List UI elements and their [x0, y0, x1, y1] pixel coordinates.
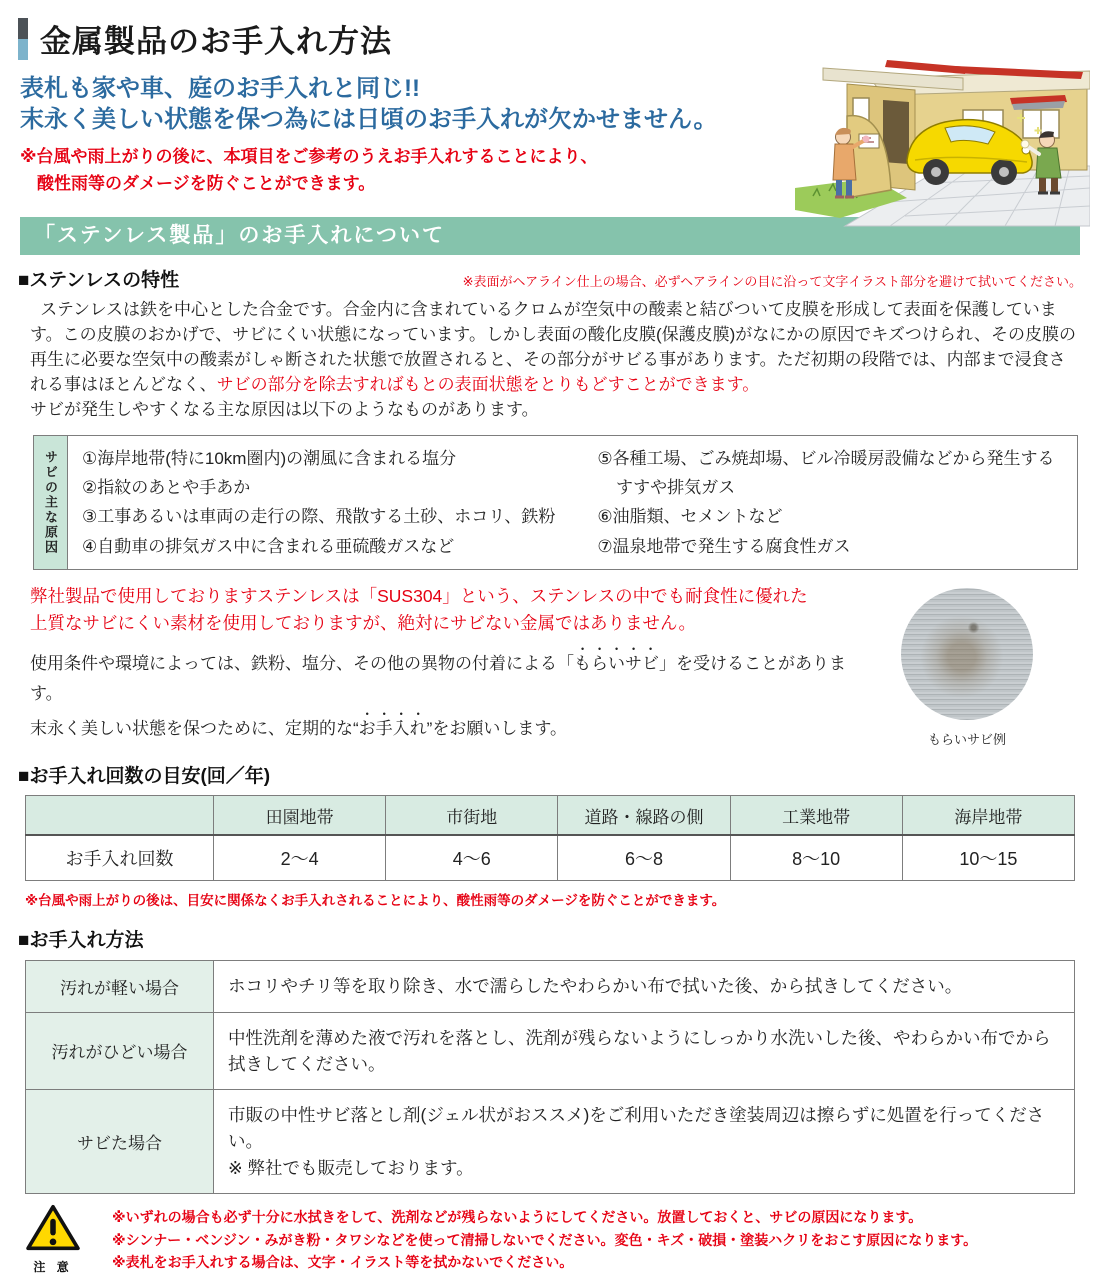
sus304-line-1: 弊社製品で使用しておりますステンレスは「SUS304」という、ステンレスの中でも耐食性に優れた	[30, 585, 808, 606]
cause-item-2: ②指紋のあとや手あか	[82, 478, 251, 498]
method-text-light-dirt: ホコリやチリ等を取り除き、水で濡らしたやわらかい布で拭いた後、から拭きしてください。	[214, 961, 1075, 1012]
typhoon-note-line-1: ※台風や雨上がりの後に、本項目をご参考のうえお手入れすることにより、	[20, 147, 598, 167]
frequency-row-label: お手入れ回数	[26, 835, 214, 881]
rust-causes-box	[33, 435, 1078, 570]
characteristics-red-text: サビの部分を除去すればもとの表面状態をとりもどすことができます。	[216, 375, 760, 395]
sus304-paragraph	[30, 583, 850, 636]
rust-sample-figure	[900, 588, 1034, 748]
stainless-section-banner: 「ステンレス製品」のお手入れについて	[20, 217, 1080, 255]
methods-heading: ■お手入れ方法	[18, 930, 144, 952]
cause-item-7: ⑦温泉地帯で発生する腐食性ガス	[597, 536, 851, 556]
method-text-rusted-cell	[214, 1090, 1075, 1194]
frequency-value-rural: 2〜4	[214, 835, 386, 881]
rust-sample-caption: もらいサビ例	[927, 732, 1006, 747]
usage-line2-emphasis: お手入れ	[358, 718, 427, 738]
rust-causes-side-label: サビの主な原因	[34, 436, 68, 569]
frequency-heading: ■お手入れ回数の目安(回／年)	[18, 766, 271, 788]
method-text-rusted: 市販の中性サビ落とし剤(ジェル状がおススメ)をご利用いただき塗装周辺は擦らずに処置を行ってください。	[228, 1105, 1045, 1152]
caution-line-3: ※表札をお手入れする場合は、文字・イラスト等を拭かないでください。	[112, 1254, 574, 1271]
methods-table	[25, 960, 1075, 1194]
cause-item-5: ⑤各種工場、ごみ焼却場、ビル冷暖房設備などから発生する	[597, 448, 1055, 468]
frequency-header-row	[26, 796, 1075, 836]
usage-paragraph	[30, 644, 850, 743]
caution-section	[18, 1204, 1100, 1275]
method-row-heavy-dirt	[26, 1012, 1075, 1090]
method-row-light-dirt	[26, 961, 1075, 1012]
method-row-rusted	[26, 1090, 1075, 1194]
frequency-col-roadside: 道路・線路の側	[558, 796, 730, 836]
characteristics-head-row	[18, 265, 1082, 292]
rust-causes-columns	[68, 436, 1077, 569]
frequency-col-rural: 田園地帯	[214, 796, 386, 836]
rust-causes-right-column	[597, 444, 1073, 561]
frequency-value-roadside: 6〜8	[558, 835, 730, 881]
characteristics-paragraph	[30, 298, 1078, 423]
frequency-value-urban: 4〜6	[386, 835, 558, 881]
cause-item-4: ④自動車の排気ガス中に含まれる亜硫酸ガスなど	[82, 536, 455, 556]
characteristics-heading: ■ステンレスの特性	[18, 270, 180, 292]
frequency-header-empty	[26, 796, 214, 836]
usage-line2-pre: 末永く美しい状態を保つために、定期的な“	[30, 718, 359, 738]
cause-item-5-cont: すすや排気ガス	[616, 478, 736, 498]
characteristics-text: ステンレスは鉄を中心とした合金です。合金内に含まれているクロムが空気中の酸素と結びついて皮膜を形成して表面を保護しています。この皮膜のおかげで、サビにくい状態になっています。しかし表面の酸化皮膜(保護皮膜)がなにかの原因でキズつけられ、その皮膜の再生に必要な空気中の酸素がしゃ断された状態で放置されると、その部分がサビる事があります。ただ初期の段階では、内部まで浸食される事はほとんどなく、	[30, 300, 1076, 395]
frequency-value-industrial: 8〜10	[730, 835, 902, 881]
method-label-rusted: サビた場合	[26, 1090, 214, 1194]
usage-line1-pre: 使用条件や環境によっては、鉄粉、塩分、その他の異物の付着による「	[30, 654, 574, 674]
method-label-light-dirt: 汚れが軽い場合	[26, 961, 214, 1012]
frequency-col-industrial: 工業地帯	[730, 796, 902, 836]
title-accent-bar	[18, 18, 28, 60]
cause-item-1: ①海岸地帯(特に10km圏内)の潮風に含まれる塩分	[82, 448, 457, 468]
care-guide-page	[0, 16, 1100, 1274]
method-text-rusted-note: ※ 弊社でも販売しております。	[228, 1157, 474, 1178]
usage-line1-emphasis: もらいサビ	[574, 654, 659, 674]
method-label-heavy-dirt: 汚れがひどい場合	[26, 1012, 214, 1090]
caution-line-2: ※シンナー・ベンジン・みがき粉・タワシなどを使って清掃しないでください。変色・キズ・破損・塗装ハクリをおこす原因になります。	[112, 1231, 978, 1248]
hairline-note: ※表面がヘアライン仕上の場合、必ずヘアラインの目に沿って文字イラスト部分を避けて拭いてください。	[462, 274, 1082, 290]
cause-item-6: ⑥油脂類、セメントなど	[597, 507, 783, 527]
frequency-col-urban: 市街地	[386, 796, 558, 836]
sus304-line-2: 上質なサビにくい素材を使用しておりますが、絶対にサビない金属ではありません。	[30, 612, 697, 633]
cause-item-3: ③工事あるいは車両の走行の際、飛散する土砂、ホコリ、鉄粉	[82, 507, 556, 527]
frequency-note: ※台風や雨上がりの後は、目安に関係なくお手入れされることにより、酸性雨等のダメージを防ぐことができます。	[25, 893, 726, 909]
method-text-heavy-dirt: 中性洗剤を薄めた液で汚れを落とし、洗剤が残らないようにしっかり水洗いした後、やわらかい布でから拭きしてください。	[214, 1012, 1075, 1090]
caution-icon-label: 注 意	[33, 1259, 73, 1274]
frequency-col-coastal: 海岸地帯	[902, 796, 1074, 836]
characteristics-last-line: サビが発生しやすくなる主な原因は以下のようなものがあります。	[30, 400, 539, 419]
usage-line1-post: 」を受けることがあります。	[30, 654, 846, 703]
subtitle-line-2: 末永く美しい状態を保つ為には日頃のお手入れが欠かせません。	[20, 106, 718, 134]
usage-line2-post: ”をお願いします。	[426, 718, 567, 738]
typhoon-note-line-2: 酸性雨等のダメージを防ぐことができます。	[37, 173, 376, 193]
house-cleaning-illustration	[795, 38, 1090, 228]
subtitle-line-1: 表札も家や車、庭のお手入れと同じ!!	[20, 75, 420, 102]
caution-line-1: ※いずれの場合も必ず十分に水拭きをして、洗剤などが残らないようにしてください。放置しておくと、サビの原因になります。	[112, 1208, 923, 1225]
frequency-value-coastal: 10〜15	[902, 835, 1074, 881]
rust-sample-photo	[901, 588, 1033, 720]
house-cleaning-illustration-svg	[795, 38, 1090, 228]
caution-icon-block	[18, 1204, 88, 1275]
warning-triangle-icon	[25, 1204, 81, 1252]
frequency-value-row	[26, 835, 1075, 881]
rust-causes-left-column	[82, 444, 597, 561]
frequency-table	[25, 795, 1075, 881]
caution-lines	[112, 1204, 977, 1274]
page-title: 金属製品のお手入れ方法	[40, 24, 392, 59]
